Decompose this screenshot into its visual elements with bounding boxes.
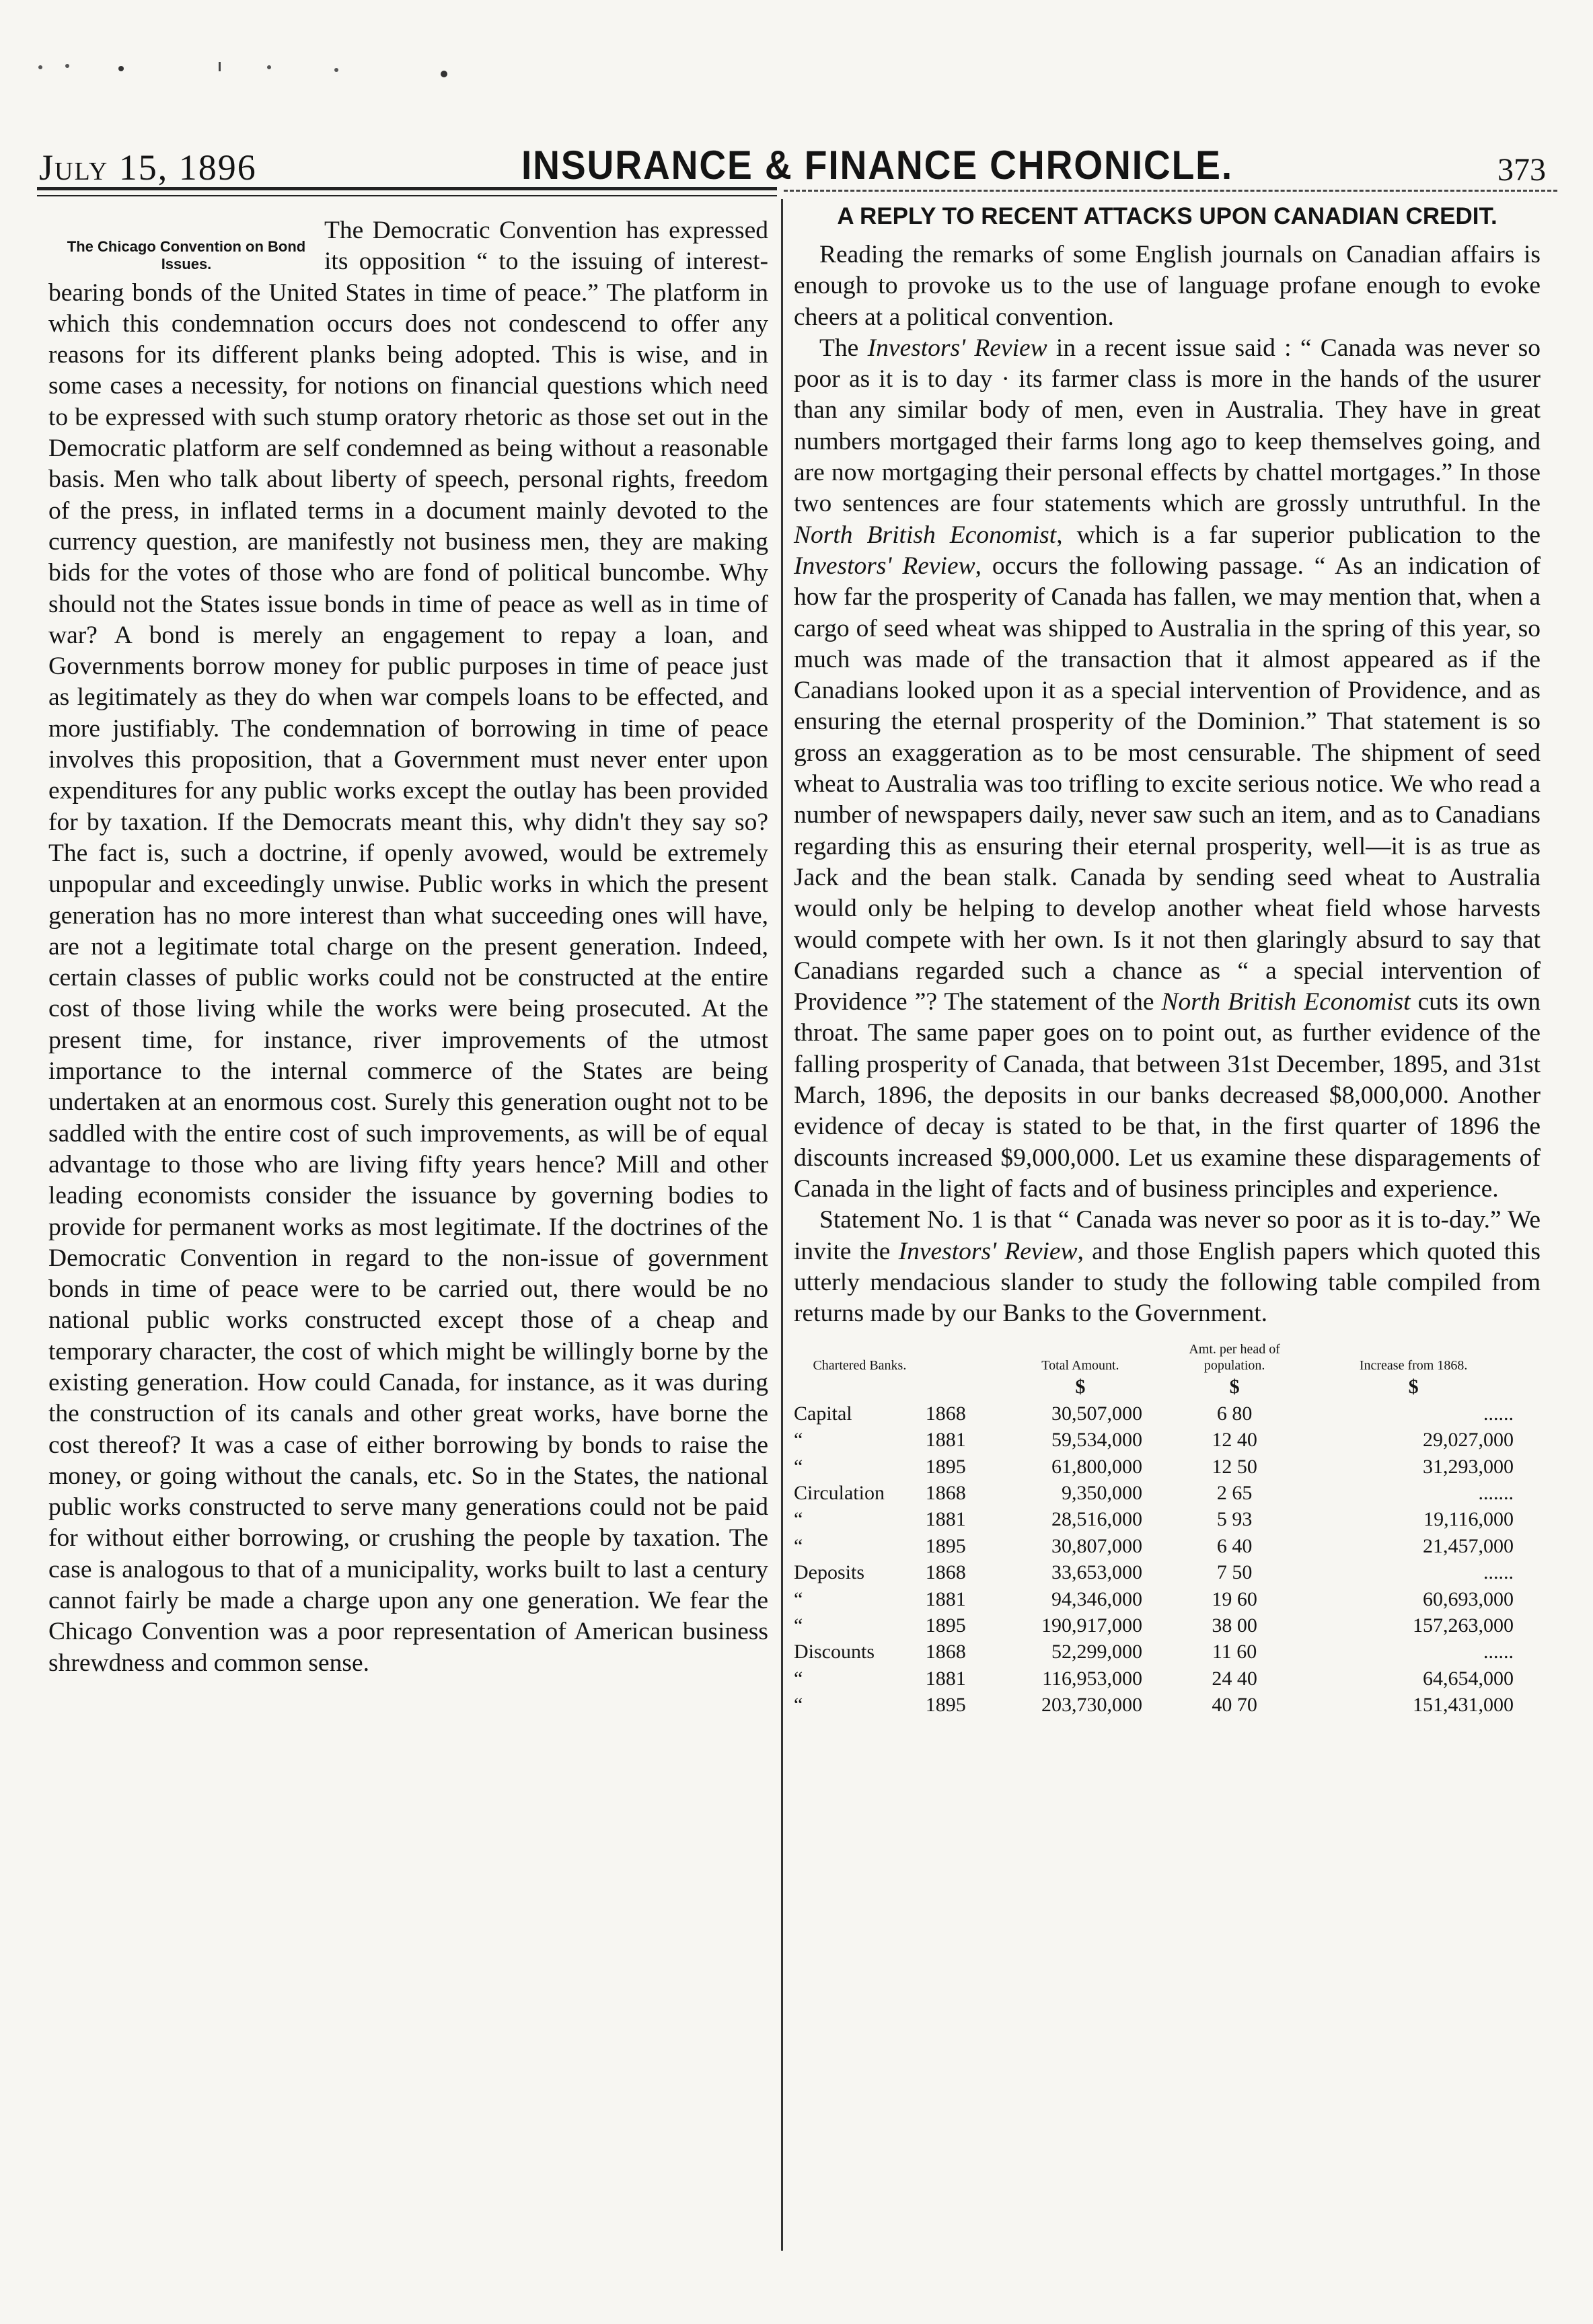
table-cell: 29,027,000 (1423, 1429, 1514, 1452)
table-row (794, 1639, 1534, 1665)
header-rule-thick (37, 187, 777, 190)
table-cell: 1881 (925, 1667, 966, 1690)
article-title: A REPLY TO RECENT ATTACKS UPON CANADIAN CREDIT. (837, 203, 1497, 229)
table-cell: 1868 (925, 1561, 966, 1584)
paragraph-1: Reading the remarks of some English journals on Canadian affairs is enough to provoke us to the use of language profane enough to evoke cheers at a political convention. (794, 241, 1541, 331)
table-cell: 1895 (925, 1694, 966, 1717)
table-cell: 7 50 (1216, 1561, 1253, 1584)
table-cell: 33,653,000 (1051, 1561, 1143, 1584)
table-cell: “ (794, 1667, 803, 1690)
table-cell: 1868 (925, 1641, 966, 1663)
column-divider (781, 199, 783, 2251)
table-row (794, 1665, 1534, 1692)
table-cell: 2 65 (1216, 1482, 1253, 1504)
table-cell: 190,917,000 (1041, 1614, 1143, 1637)
table-cell: 11 60 (1212, 1641, 1257, 1663)
table-cell: ...... (1483, 1402, 1514, 1425)
table-cell: 30,807,000 (1051, 1534, 1143, 1557)
table-cell: 1895 (925, 1534, 966, 1557)
table-cell: 1868 (925, 1402, 966, 1425)
left-column (48, 215, 768, 1679)
table-cell: 6 40 (1216, 1534, 1253, 1557)
table-row (794, 1480, 1534, 1506)
table-cell: 5 93 (1216, 1508, 1253, 1531)
table-cell: 40 70 (1212, 1694, 1257, 1717)
table-row (794, 1427, 1534, 1453)
table-cell: “ (794, 1455, 803, 1478)
table-cell: 19,116,000 (1423, 1508, 1514, 1531)
table-cell: 157,263,000 (1413, 1614, 1514, 1637)
page-number: 373 (1497, 152, 1546, 188)
table-cell: Discounts (794, 1641, 875, 1663)
table-row (794, 1400, 1534, 1427)
table-cell: “ (794, 1587, 803, 1610)
table-cell: 94,346,000 (1051, 1587, 1143, 1610)
table-cell: 1895 (925, 1455, 966, 1478)
table-cell: 1868 (925, 1482, 966, 1504)
header-rule-thin (37, 195, 777, 196)
table-cell: “ (794, 1614, 803, 1637)
header-total: Total Amount. (1041, 1358, 1119, 1374)
table-cell: 1881 (925, 1429, 966, 1452)
table-cell: “ (794, 1534, 803, 1557)
table-row (794, 1612, 1534, 1639)
header-year (926, 1341, 985, 1374)
table-cell: 116,953,000 (1042, 1667, 1143, 1690)
table-body (794, 1400, 1534, 1719)
header-rule-right (784, 190, 1557, 192)
table-cell: 203,730,000 (1041, 1694, 1143, 1717)
table-cell: Circulation (794, 1482, 885, 1504)
table-cell: 28,516,000 (1051, 1508, 1143, 1531)
table-cell: 59,534,000 (1051, 1429, 1143, 1452)
page-header (39, 128, 1546, 188)
table-cell: “ (794, 1694, 803, 1717)
table-cell: 151,431,000 (1413, 1694, 1514, 1717)
table-header-row (794, 1341, 1534, 1374)
table-cell: 12 50 (1212, 1455, 1257, 1478)
table-cell: 64,654,000 (1423, 1667, 1514, 1690)
table-row (794, 1586, 1534, 1612)
table-cell: 1881 (925, 1508, 966, 1531)
bank-statistics-table (794, 1341, 1534, 1718)
table-row (794, 1692, 1534, 1718)
header-banks: Chartered Banks. (813, 1358, 907, 1374)
table-cell: ...... (1483, 1561, 1514, 1584)
scan-noise (27, 47, 498, 87)
table-row (794, 1506, 1534, 1532)
table-cell: 12 40 (1212, 1429, 1257, 1452)
table-cell: “ (794, 1429, 803, 1452)
header-per-head: Amt. per head of population. (1189, 1342, 1280, 1374)
table-row (794, 1454, 1534, 1480)
publication-title: INSURANCE & FINANCE CHRONICLE. (521, 143, 1233, 188)
table-cell: “ (794, 1508, 803, 1531)
table-cell: 6 80 (1216, 1402, 1253, 1425)
paragraph-2: The Investors' Review in a recent issue said : “ Canada was never so poor as it is to day · its farmer class is more in the hands of the usurer than any similar body of men, even in Australia. They have in great numbers mortgaged their farms long ago to keep themselves going, and are now mortgaging their personal effects by chattel mortgages.” In those two sentences are four statements which are grossly untruthful. In the North British Economist, which is a far superior publication to the Investors' Review, occurs the following passage. “ As an indication of how far the prosperity of Canada has fallen, we may mention that, when a cargo of seed wheat was shipped to Australia in the spring of this year, so much was made of the transaction that it almost appeared as if the Canadians looked upon it as a special intervention of Providence, and as ensuring the eternal prosperity of the Dominion.” That statement is so gross an exaggeration as to be most censurable. The shipment of seed wheat to Australia was too trifling to excite serious notice. We who read a number of newspapers daily, never saw such an item, and as to Canadians regarding this as ensuring their eternal prosperity, well—it is as true as Jack and the bean stalk. Canada by sending seed wheat to Australia would only be helping to develop another wheat field whose harvests would compete with her own. Is it not then glaringly absurd to say that Canadians regarded such a chance as “ a special intervention of Providence ”? The statement of the North British Economist cuts its own throat. The same paper goes on to point out, as further evidence of the falling prosperity of Canada, that between 31st December, 1895, and 31st March, 1896, the deposits in our banks decreased $8,000,000. Another evidence of decay is stated to be that, in the first quarter of 1896 the discounts increased $9,000,000. Let us examine these disparagements of Canada in the light of facts and of business principles and experience. (794, 334, 1541, 1203)
right-column (794, 202, 1541, 1719)
article-body-bonds: The Democratic Convention has expressed its opposition “ to the issuing of interest-bearing bonds of the United States in time of peace.” The platform in which this condemnation occurs does not condescend to offer any reasons for its different planks being adopted. This is wise, and in some cases a necessity, for notions on financial questions which need to be expressed with such stump oratory rhetoric as those set out in the Democratic platform are self condemned as being without a reasonable basis. Men who talk about liberty of speech, personal rights, freedom of the press, in inflated terms in a document mainly devoted to the currency question, are manifestly not business men, they are making bids for the votes of those who are fond of political buncombe. Why should not the States issue bonds in time of peace as well as in time of war? A bond is merely an engagement to repay a loan, and Governments borrow money for public purposes in time of peace just as legitimately as they do when war compels loans to be effected, and more justifiably. The condemnation of borrowing in time of peace involves this proposition, that a Government must never enter upon expenditures for any public works except the outlay has been provided for by taxation. If the Democrats meant this, why didn't they say so? The fact is, such a doctrine, if openly avowed, would be extremely unpopular and exceedingly unwise. Public works in which the present generation has no more interest than what succeeding ones will have, are not a legitimate total charge on the present generation. Indeed, certain classes of public works could not be constructed at the entire cost of those living while the works were being prosecuted. At the present time, for instance, river improvements of the utmost importance to the internal commerce of the States are being undertaken at an enormous cost. Surely this generation ought not to be saddled with the entire cost of such improvements, as will be of equal advantage to those who are living fifty years hence? Mill and other leading economists consider the issuance by governing bodies to provide for permanent works as most legitimate. If the doctrines of the Democratic Convention in regard to the non-issue of government bonds in time of peace were to be carried out, there would be no national public works constructed except those of a cheap and temporary character, the cost of which might be willingly borne by the existing generation. How could Canada, for instance, as it was during the construction of its canals and other great works, have borne the cost thereof? It was a case of either borrowing by bonds to raise the money, or going without the canals, etc. So in the States, the national public works constructed to serve many generations could not be paid for without either borrowing, or crushing the people by taxation. The case is analogous to that of a municipality, works built to last a century cannot fairly be made a charge upon any one generation. We fear the Chicago Convention was a poor representation of American business shrewdness and common sense. (48, 217, 768, 1677)
table-row (794, 1533, 1534, 1559)
table-units-row: $ $ $ (1075, 1376, 1419, 1398)
table-cell: 38 00 (1212, 1614, 1257, 1637)
table-cell: Capital (794, 1402, 852, 1425)
table-row (794, 1559, 1534, 1585)
table-cell: ....... (1478, 1482, 1514, 1504)
table-cell: 9,350,000 (1062, 1482, 1143, 1504)
table-cell: 31,293,000 (1423, 1455, 1514, 1478)
issue-date: July 15, 1896 (39, 147, 257, 188)
table-cell: 60,693,000 (1423, 1587, 1514, 1610)
table-cell: 52,299,000 (1051, 1641, 1143, 1663)
sidenote: The Chicago Convention on Bond Issues. (67, 238, 306, 272)
table-cell: 61,800,000 (1051, 1455, 1143, 1478)
table-cell: ...... (1483, 1641, 1514, 1663)
table-cell: 1881 (925, 1587, 966, 1610)
table-cell: 1895 (925, 1614, 966, 1637)
table-cell: 24 40 (1212, 1667, 1257, 1690)
table-cell: 19 60 (1212, 1587, 1257, 1610)
table-cell: Deposits (794, 1561, 864, 1584)
table-cell: 21,457,000 (1423, 1534, 1514, 1557)
table-cell: 30,507,000 (1051, 1402, 1143, 1425)
paragraph-3: Statement No. 1 is that “ Canada was never so poor as it is to-day.” We invite the Investors' Review, and those English papers which quoted this utterly mendacious slander to study the following table compiled from returns made by our Banks to the Government. (794, 1206, 1541, 1328)
header-increase: Increase from 1868. (1359, 1358, 1468, 1374)
